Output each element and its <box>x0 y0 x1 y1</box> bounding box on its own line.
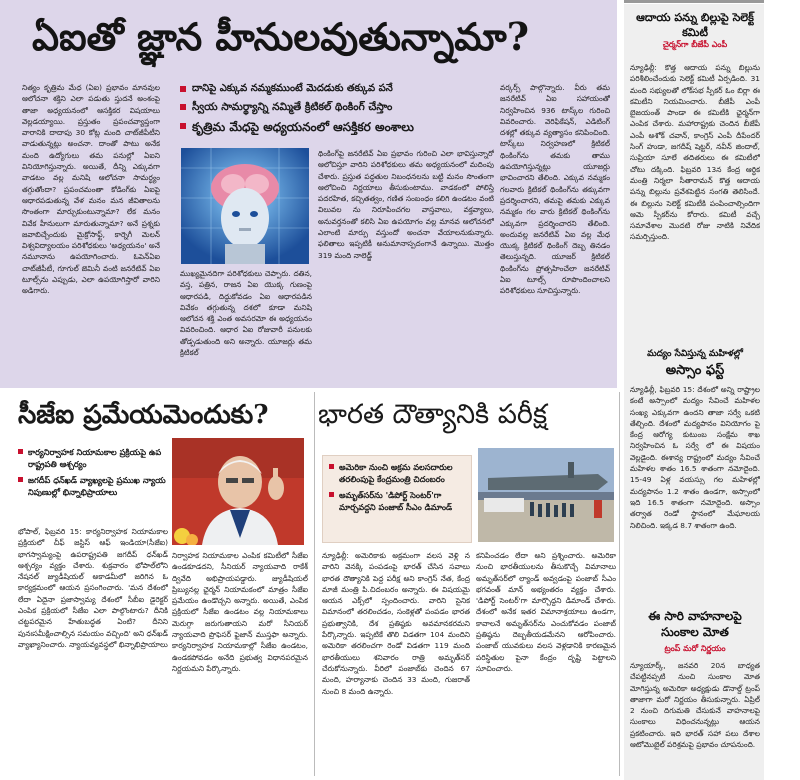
india-story-body-right: కనిపించడం లేదా అని ప్రశ్నించారు. అమెరికా నుంచి భారతీయులను తీసుకొచ్చే విమానాలు అమృత్‌సర్‌లో ల్యాండ్ అవ్వడంపై పంజాబ్ సీఎం భగవంత్ మాన్ అభ్యంతరం వ్యక్తం చేశారు. 'డిపోర్ట్ సెంటర్'గా మార్చొద్దని డిమాండ్ చేశారు. దేశంలో అనేక ఇతర విమానాశ్రయాలు ఉండగా, కావాలనే అమృత్‌సర్‌ను ఎంచుకోవడం పంజాబ్ ప్రతిష్ఠను దెబ్బతీయడమేనని ఆరోపించారు. పంజాబ్ యువకులు వలస వెళ్లడానికి కారణమైన పరిస్థితుల పైనా కేంద్రం దృష్టి పెట్టాలని సూచించారు. <box>476 551 616 673</box>
bullet-square-icon <box>329 464 334 469</box>
sidebar-story-1-subtitle: చైర్మన్‌గా బీజేపీ ఎంపీ <box>662 40 728 49</box>
top-story-intro-column: నిత్యం కృత్రిమ మేధ (ఏఐ) ప్రభావం మానవుల ఆలోచనా శక్తిని ఎలా పడుతు స్తుదనే అంశంపై తాజా అధ్యయనంలో ఆసక్తికర విషయాలు వెల్లడయ్యాయి. ప్రస్తుతం ప్రపంచవ్యాప్తంగా వారానికి దాదాపు 30 కోట్ల మంది చాట్‌జీపీటీని వాడుతున్నట్లు అంచనా. దాంతో పాటు అనేక మంది ఉద్యోగులు తమ పనుల్లో ఏఐని వినియోగిస్తున్నారు. అయితే, దీన్ని ఎక్కువగా వాడటం వల్ల మనిషి ఆలోచనా సామర్థ్యం తగ్గుతోందా? ప్రపంచమంతా కోడింగ్‌కు ఏఐపై ఆధారపడుతున్న వేళ మనం మన జీవితాలను సొంతంగా మార్చుకుంటున్నామా? లేక మనం వివేక హీనులుగా మారుతున్నామా? అనే ప్రశ్నకు జవాబిచ్చేందుకు మైక్రోసాఫ్ట్, కార్నెగీ మెలన్ విశ్వవిద్యాలయం పరిశోధకులు 'అధ్యయనం' అనే నమూనాను ఉపయోగించారు. ఓపెన్‌ఏఐ చాట్‌జీపీటీ, గూగుల్ జెమినీ వంటి జనరేటివ్ ఏఐ టూల్స్‌ను ఎప్పుడు, ఎలా ఉపయోగిస్తారో వారిని అడిగారు. <box>22 83 160 296</box>
sidebar-story-2-body: న్యూఢిల్లీ, ఫిబ్రవరి 15: దేశంలో అన్ని రాష్ట్రాల కంటే అస్సాంలో మద్యం సేవించే మహిళల సంఖ్య ఎక్కువగా ఉందని తాజా సర్వే ఒకటి తేల్చింది. దేశంలో మద్యపానం వినియోగం పై కేంద్ర ఆరోగ్య కుటుంబ సంక్షేమ శాఖ నిర్వహించిన ఓ సర్వే లో ఈ విషయం వెల్లడైంది. ఈశాన్య రాష్ట్రంలో మద్యం సేవించే మహిళల శాతం 16.5 శాతంగా నమోదైంది. 15-49 ఏళ్ల వయస్సు గల మహిళల్లో మద్యపానం 1.2 శాతం ఉండగా, అస్సాంలో ఇది 16.5 శాతంగా నమోదైంది. అస్సాం తర్వాత రెండో స్థానంలో మేఘాలయ నిలిచింది. ఇక్కడ 8.7 శాతంగా ఉంది. <box>630 385 760 530</box>
column-divider <box>619 392 620 776</box>
top-story-column-2: ముఖ్యమైనదిగా పరిశోధకులు చెప్పారు. దతిన, వస్త, పత్రిన, రాజన ఏఐ యొక్క గుణంపై ఆధారపడి, దిద్దుకోవడం ఏఐ ఆధారపడిన వివేకం తగ్గుతున్న దశలో కూడా మనిషి ఆలోచన శక్తి ఎంత అవసరమో ఈ అధ్యయనం వివరించింది. ఆధార ఏఐ రోజువారీ పనులకు తోడ్పడుతుంది అని అన్నారు. యూజర్లు తమ క్రిటికల్ <box>180 269 312 358</box>
sidebar-story-3-subtitle: ట్రంప్ మరో నిర్ణయం <box>664 644 726 653</box>
bullet-square-icon <box>180 104 186 110</box>
sidebar-story-1-body: న్యూఢిల్లీ: కొత్త ఆదాయ పన్ను బిల్లును పరిశీలించేందుకు సెలెక్ట్ కమిటీ ఏర్పడింది. 31 మంది సభ్యులతో లోక్‌సభ స్పీకర్ ఓం బిర్లా ఈ కమిటీని నియమించారు. బీజేపీ ఎంపీ బైజయంత్ పాండా ఈ కమిటీకి ఛైర్మన్‌గా ఎంపిక చేశారు. మహారాష్ట్రకు చెందిన బీజేపీ ఎంపీ అశోక్ చవాన్, కాంగ్రెస్ ఎంపీ దీపేందర్ సింగ్ హుడా, జగదీష్ షెట్టర్, నవీన్ జిందాల్, సుప్రియా సూలే తదితరులు ఈ కమిటీలో చోటు దక్కింది. ఫిబ్రవరి 13న కేంద్ర ఆర్థిక మంత్రి నిర్మలా సీతారామన్ కొత్త ఆదాయ పన్ను బిల్లును ప్రవేశపెట్టిన సంగతి తెలిసిందే. ఈ బిల్లును సెలెక్ట్ కమిటీకి పంపించాల్సిందిగా ఆమె స్పీకర్‌ను కోరారు. కమిటీ వచ్చే సమావేశాల మొదటి రోజు నాటికి నివేదిక సమర్పిస్తుంది. <box>630 63 760 242</box>
bullet-square-icon <box>18 449 23 454</box>
top-story-column-4: వర్కర్స్ పాల్గొన్నారు. వీరు తమ జనరేటివ్ ఏఐ సహాయంతో నిర్వహించిన 936 టాస్క్‌ల గురించి వివరించారు. వెరిఫికేషన్, ఎడిటింగ్ దశల్లో తక్కువ వ్యత్యాసం కనిపించింది. టాస్క్‌లు నిర్వహణలో క్రిటికల్ థింకింగ్‌ను తమకు తాము ఉపయోగిస్తున్నట్లు యూజర్లు భావించారని తేలింది. ఎక్కువ నమ్మకం గలవారు క్రిటికల్ థింకింగ్‌ను తక్కువగా ప్రదర్శించారని, తమపై తమకు ఎక్కువ నమ్మకం గల వారు క్రిటికల్ థింకింగ్‌ను ఎక్కువగా ప్రదర్శించారని తేలింది. అందువల్ల జనరేటివ్ ఏఐ వల్ల మేధ యొక్క క్రిటికల్ థింకింగ్ దెబ్బ తినడం తెలుస్తున్నది. యూజర్ క్రిటికల్ థింకింగ్‌ను ప్రోత్సహించేలా జనరేటివ్ ఏఐ టూల్స్ రూపొందించాలని పరిశోధకులు సూచిస్తున్నారు. <box>500 83 610 296</box>
sidebar-story-2-headline: అస్సాం ఫస్ట్ <box>665 363 725 378</box>
cji-story-bullet: కార్యనిర్వాహక నియామకాల ప్రక్రియపై ఉప రాష్ట్రపతి ఆశ్చర్యం <box>18 446 170 470</box>
deportation-flight-photo <box>478 448 614 542</box>
cji-story-bullet: జగదీప్ ధన్‌ఖడ్ వ్యాఖ్యలపై ప్రముఖ న్యాయ నిపుణుల్లో భిన్నాభిప్రాయాలు <box>18 474 170 498</box>
india-story-bullet: అమృత్‌సర్‌ను 'డిపోర్ట్ సెంటర్'గా మార్చవద్దని పంజాబ్ సీఎం డిమాండ్ <box>329 489 465 513</box>
top-story-column-3: థింకింగ్‌పై జనరేటివ్ ఏఐ ప్రభావం గురించి ఎలా భావిస్తున్నారో ఆలోచిస్తూ వారిని పరిశోధకులు తమ అధ్యయనంలో మదింపు చేశారు. ప్రస్తుత పద్ధతుల నిబంధనలను బట్టి మనం సొంతంగా ఆలోచించి నిర్ణయాలు తీసుకుంటాము. వాడకంలో పోలిస్తే పదరహిత, కచ్చితత్వం, గణిత సంబంధం కలిగి ఉండటం వంటి విలువల ను నిరూపించగల వాస్తవాలు, వక్తవ్యాలు, అనువర్తనంతో కలిసి ఏఐ ఉపయోగం వల్ల మానవ ఆలోచనలో ఎలాంటి మార్పు వస్తుందో అంచనా వేయాలనుకున్నారు. ఫలితాలు ఇప్పటికీ అనుమానాస్పదంగానే ఉన్నాయి. మొత్తం 319 మంది నాలెడ్జ్ <box>318 149 494 260</box>
india-story-headline: భారత దౌత్యానికి పరీక్ష <box>318 399 548 430</box>
cji-story-headline: సీజేఐ ప్రమేయమెందుకు? <box>18 400 269 430</box>
bullet-square-icon <box>180 86 186 92</box>
sidebar-top-rule <box>624 0 764 3</box>
column-divider <box>314 392 315 776</box>
sidebar-story-1-title: ఆదాయ పన్ను బిల్లుపై సెలెక్ట్ కమిటీ <box>636 11 754 39</box>
india-story-highlight-box <box>322 455 472 543</box>
vice-president-photo <box>172 438 304 545</box>
sidebar-story-3-body: న్యూయార్క్, జనవరి 20న బాధ్యత చేపట్టినప్పటి నుంచి సుంకాల మోత మోగిస్తున్న అమెరికా అధ్యక్షుడు డొనాల్డ్ ట్రంప్ తాజాగా మరో నిర్ణయం తీసుకున్నారు. ఏప్రిల్ 2 నుంచి దిగుమతి చేసుకునే వాహనాలపై సుంకాలు విధించనున్నట్లు ఆయన ప్రకటించారు. ఇది భారత్ సహా పలు దేశాల ఆటోమొబైల్ పరిశ్రమపై ప్రభావం చూపనుంది. <box>630 661 760 750</box>
top-story-bullet: కృత్రిమ మేధపై అధ్యయనంలో ఆసక్తికర అంశాలు <box>180 119 493 136</box>
bullet-square-icon <box>180 123 186 129</box>
india-story-bullet: అమెరికా నుంచి అక్రమ వలసదారుల తరలింపుపై కేంద్రమంత్రి చిదంబరం <box>329 461 465 485</box>
cji-story-body-right: నిర్వాహక నియామకాల ఎంపిక కమిటీలో సీజేఐ ఉండకూడదని, సీనియర్ న్యాయవాది రాకేశ్ ద్వివేది అభిప్రాయపడ్డారు. జ్యుడీషియల్ ప్రిబ్యునల్ల ఛైర్మన్ నియామకంలో మాత్రం సీజేఐ ప్రమేయం ఉండొచ్చని అన్నారు. అయితే, ఎంపిక ప్రక్రియలో సీజేఐ ఉండటం వల్ల నియామకాలు మెరుగ్గా జరుగుతాయని మరో సీనియర్ న్యాయవాది ప్రొఫెసర్ ఫైజాన్ ముస్తఫా అన్నారు. కార్యనిర్వాహక నియామకాల్లో సీజేఐ ఉండటం, ఉండకపోవడం అనేది ప్రభుత్వ విధానపరమైన నిర్ణయమని పేర్కొన్నారు. <box>172 551 308 673</box>
cji-story-body-left: భోపాల్, ఫిబ్రవరి 15: కార్యనిర్వాహక నియామకాల ప్రక్రియలో చీఫ్ జస్టిస్ ఆఫ్ ఇండియా(సీజేఐ) భాగస్వామ్యంపై ఉపరాష్ట్రపతి జగదీప్ ధన్‌ఖడ్ ఆశ్చర్యం వ్యక్తం చేశారు. శుక్రవారం భోపాల్‌లోని నేషనల్ జ్యుడీషియల్ అకాడమీలో జరిగిన ఓ కార్యక్రమంలో ఆయన ప్రసంగించారు. 'మన దేశంలో లేదా ఏదైనా ప్రజాస్వామ్య దేశంలో సీబీఐ డైరెక్టర్ ఎంపిక ప్రక్రియలో సీజేఐ ఎలా పాల్గొంటారు? దీనికి చట్టపరమైన హేతుబద్ధత ఏంటి? దీనిని పునఃసమీక్షించాల్సిన సమయం వచ్చింది' అని ధన్‌ఖడ్ వ్యాఖ్యానించారు. న్యాయవ్యవస్థలో భిన్నాభిప్రాయాలు <box>18 527 168 649</box>
top-story-bullet: దానిపై ఎక్కువ నమ్మకముంటే మెదడుకు తక్కువ పనే <box>180 82 493 96</box>
india-story-body-left: న్యూఢిల్లీ: అమెరికాకు అక్రమంగా వలస వెళ్లి న వారిని వెనక్కి పంపడంపై భారత్ చేసిన సవాలు భారత దౌత్యానికి పెద్ద పరీక్ష అని కాంగ్రెస్ నేత, కేంద్ర మాజీ మంత్రి పి.చిదంబరం అన్నారు. ఈ విషయమై ఆయన ఎక్స్‌లో స్పందించారు. వారిని సైనిక విమానంలో తరలించడం, సంకెళ్లతో పంపడం భారత ప్రభుత్వానికి, దేశ ప్రతిష్ఠకు అవమానకరమని పేర్కొన్నారు. ఇప్పటికే తొలి విడతగా 104 మందిని అమెరికా తరలించగా రెండో విడతగా 119 మంది భారతీయులు శనివారం రాత్రి అమృత్‌సర్ చేరుకోనున్నారు. వీరిలో పంజాబ్‌కు చెందిన 67 మంది, హర్యానాకు చెందిన 33 మంది, గుజరాత్ నుంచి 8 మంది ఉన్నారు. <box>322 551 470 696</box>
top-story-bullets <box>180 82 493 140</box>
bullet-square-icon <box>18 477 23 482</box>
ai-brain-image <box>181 148 309 264</box>
sidebar-story-3-title: ఈ సారి వాహనాలపై సుంకాల మోత <box>648 609 742 639</box>
cji-story-bullets <box>18 446 170 502</box>
top-story-headline: ఏఐతో జ్ఞాన హీనులవుతున్నామా? <box>32 14 529 59</box>
sidebar-story-2-kicker: మద్యం సేవిస్తున్న మహిళల్లో <box>647 349 743 359</box>
bullet-square-icon <box>329 492 334 497</box>
top-story-bullet: స్వీయ సామర్థ్యాన్ని నమ్మితే క్రిటికల్ థింకింగ్ చేస్తాం <box>180 100 493 115</box>
